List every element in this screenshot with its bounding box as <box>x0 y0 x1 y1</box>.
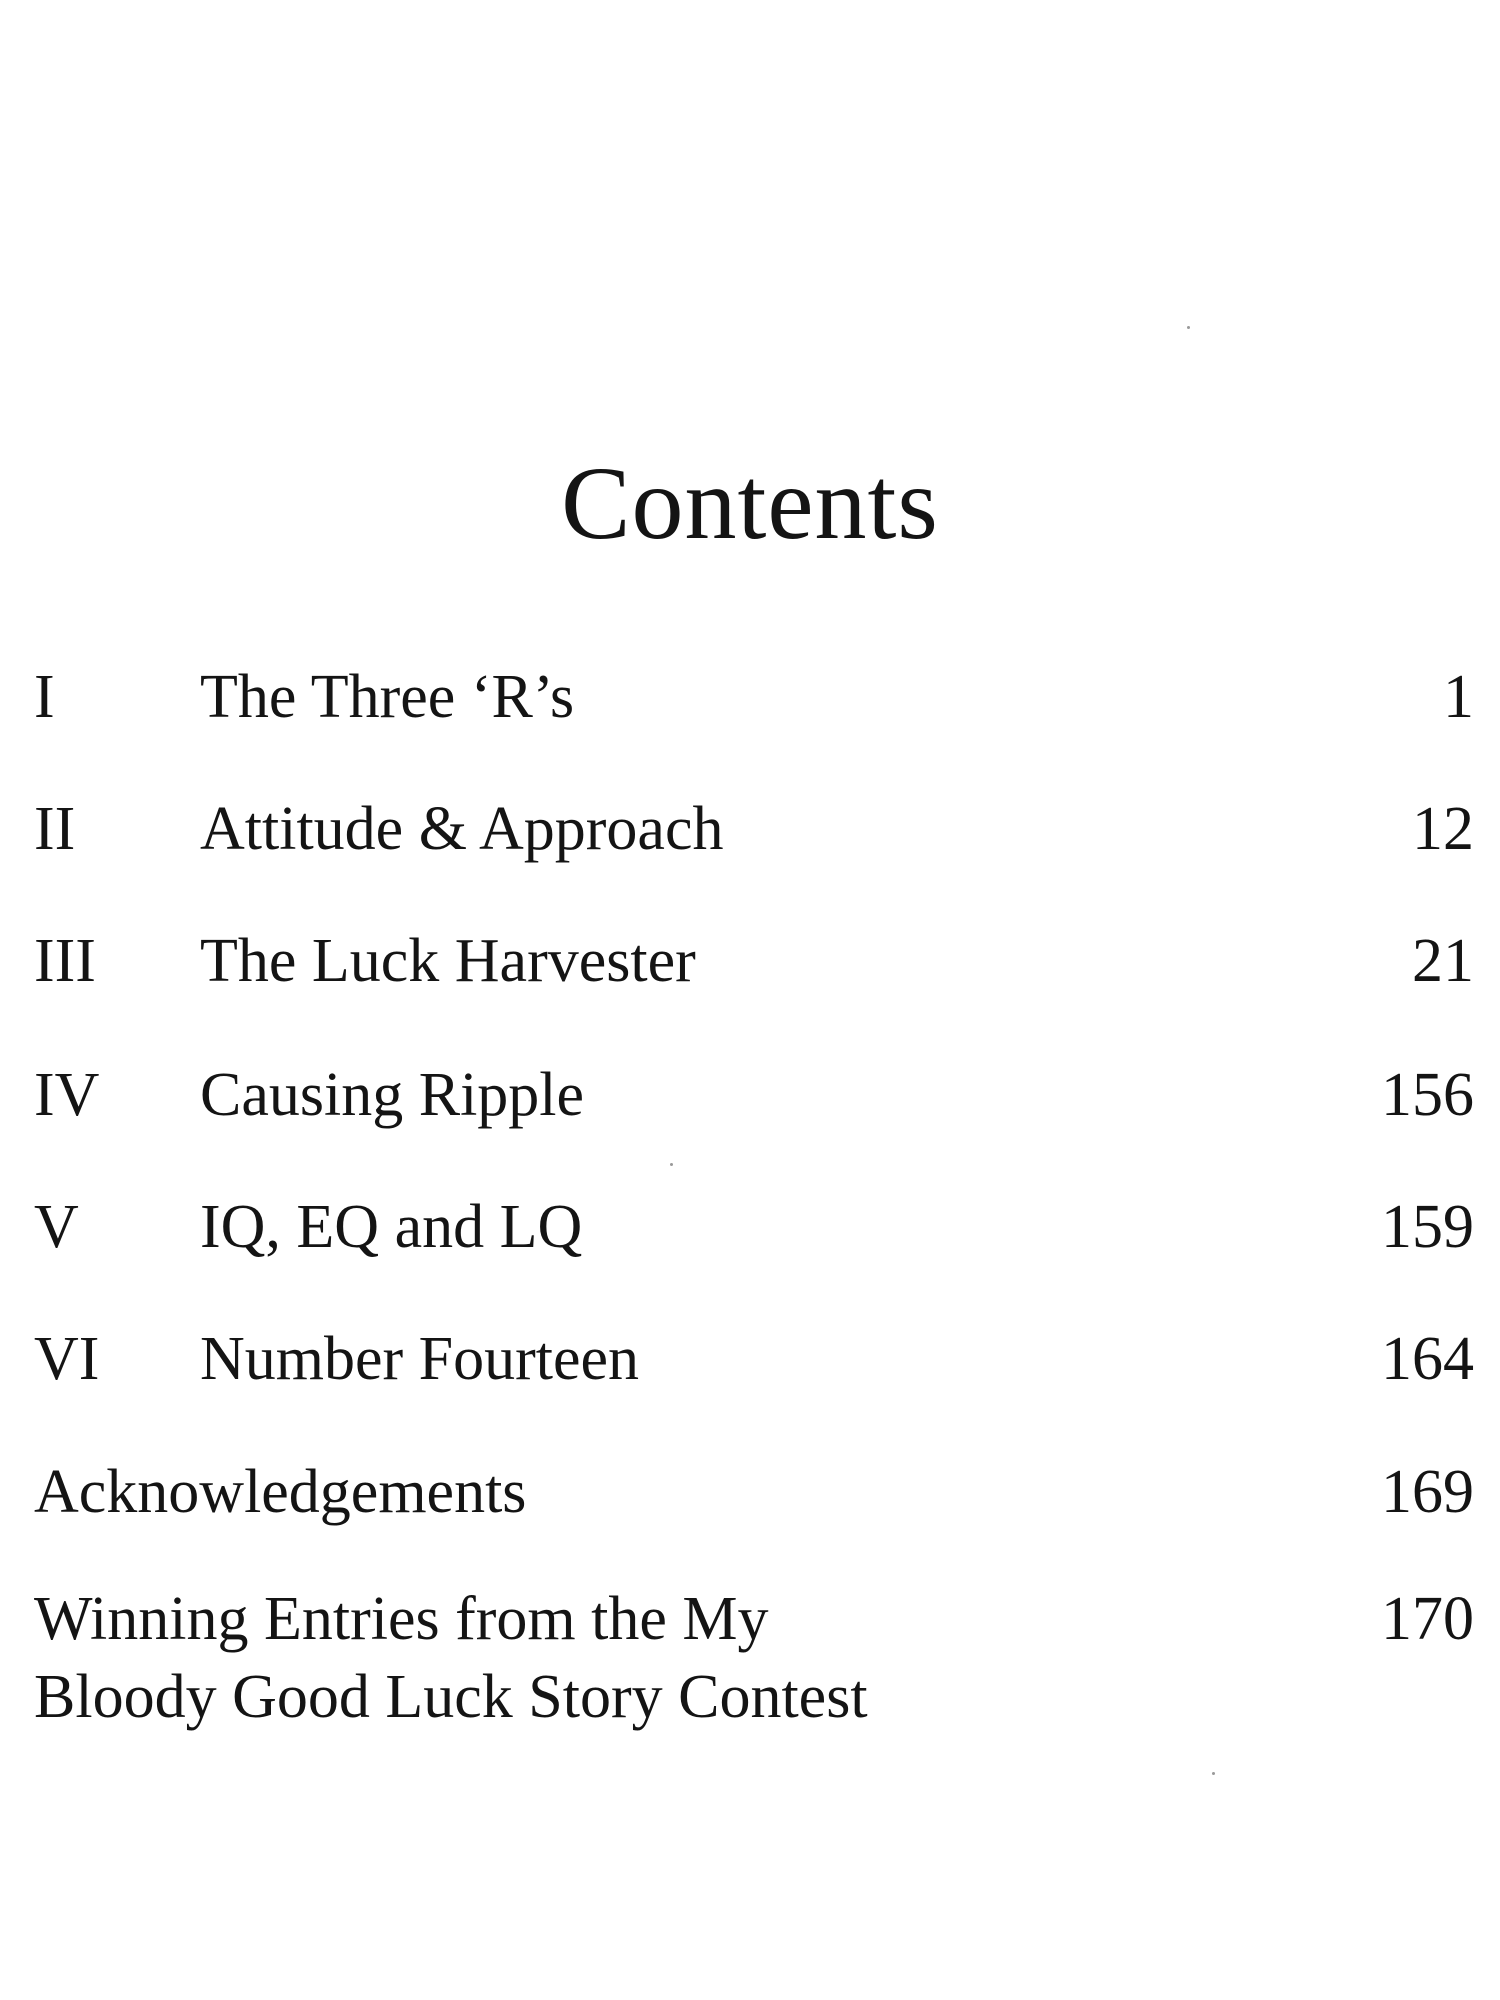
section-title-line-2: Bloody Good Luck Story Contest <box>34 1663 868 1731</box>
scan-speck <box>1187 326 1190 329</box>
chapter-number: II <box>34 795 76 863</box>
section-title <box>34 1580 1034 1736</box>
page-number: 169 <box>1381 1458 1474 1526</box>
chapter-number: VI <box>34 1325 100 1393</box>
toc-entry-winning-entries[interactable] <box>34 1580 1474 1750</box>
chapter-title: Attitude & Approach <box>200 795 724 863</box>
chapter-title: Number Fourteen <box>200 1325 640 1393</box>
page-number: 159 <box>1381 1193 1474 1261</box>
chapter-title: IQ, EQ and LQ <box>200 1193 583 1261</box>
chapter-title: The Luck Harvester <box>200 927 696 995</box>
scan-speck <box>1212 1772 1215 1775</box>
chapter-title: Causing Ripple <box>200 1061 585 1129</box>
chapter-title: The Three ‘R’s <box>200 663 575 731</box>
page-title: Contents <box>561 445 939 561</box>
section-title-line-1: Winning Entries from the My <box>34 1585 769 1653</box>
page-number: 156 <box>1381 1061 1474 1129</box>
chapter-number: IV <box>34 1061 100 1129</box>
page-number: 164 <box>1381 1325 1474 1393</box>
chapter-number: I <box>34 663 55 731</box>
scan-speck <box>670 1163 673 1166</box>
page-number: 1 <box>1443 663 1474 731</box>
page-number: 12 <box>1412 795 1474 863</box>
chapter-number: III <box>34 927 96 995</box>
section-title: Acknowledgements <box>34 1458 527 1526</box>
chapter-number: V <box>34 1193 79 1261</box>
page-number: 170 <box>1381 1585 1474 1653</box>
page-number: 21 <box>1412 927 1474 995</box>
